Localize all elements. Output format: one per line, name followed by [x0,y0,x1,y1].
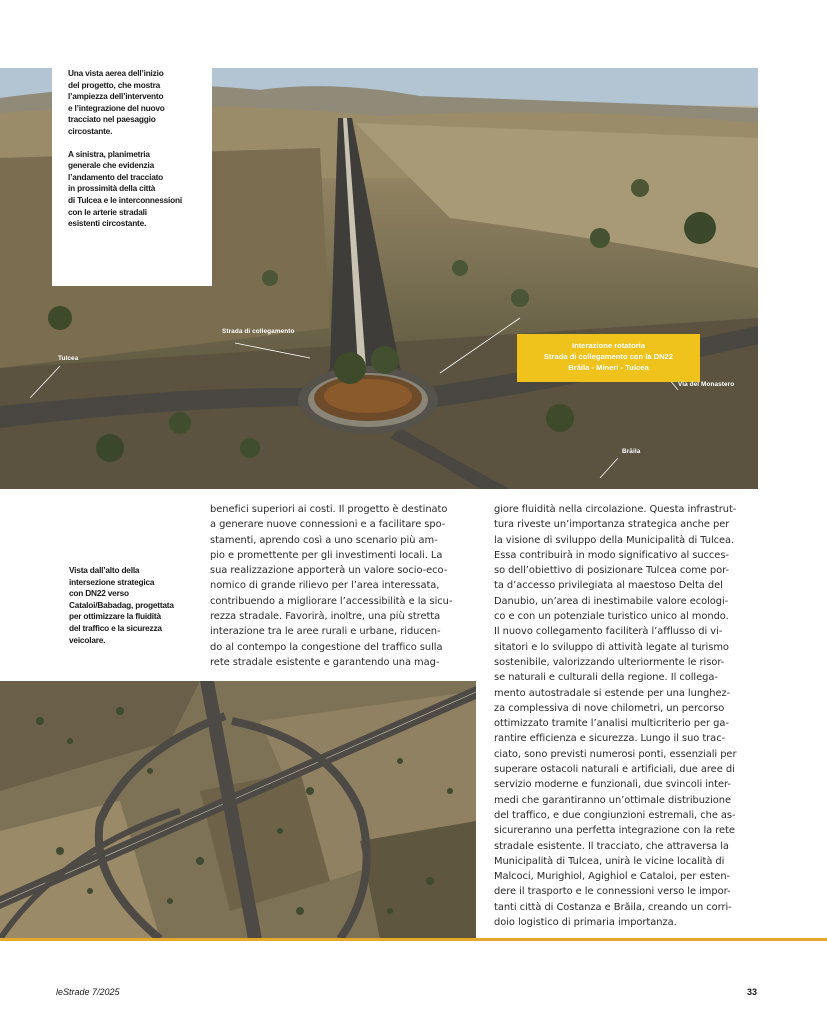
text-line: sua realizzazione apporterà un valore socio-eco- [210,565,448,577]
text-line: ciato, sono previsti numerosi ponti, essenziali per [494,748,737,760]
text-line: la visione di sviluppo della Municipalità di Tulcea. [494,534,735,546]
tag-tulcea: Tulcea [58,355,79,362]
text-line: sitatori e lo sviluppo di attività legate al turismo [494,641,729,653]
text-line: giore fluidità nella circolazione. Questa infrastrut- [494,504,737,515]
text-line: medi che garantiranno un’ottimale distribuzione [494,794,731,806]
text-line: tura riveste un’importanza strategica anche per [494,519,730,531]
text-line: Il nuovo collegamento faciliterà l’afflusso di vi- [494,626,723,638]
text-line: del traffico, e due congiunzioni estremali, che as- [494,809,736,821]
text-line: stamenti, aprendo così a uno scenario più am- [210,534,438,546]
roundabout-callout [517,334,700,382]
text-line: doio logistico di primaria importanza. [494,917,677,929]
text-line: contribuendo a migliorare l’accessibilità e la sicu- [210,595,453,607]
text-line: Danubio, un’area di inestimabile valore ecologi- [494,595,729,607]
text-line: tanti città di Costanza e Brăila, creando un corri- [494,901,732,913]
text-line: sostenibile, valorizzando ulteriormente le risor- [494,656,725,668]
intersection-caption: Vista dall’alto della intersezione strategica con DN22 verso Cataloi/Babadag, progettata per ottimizzare la fluidità del traffico e la sicurezza veicolare. [69,565,174,645]
text-line: rezza stradale. Favorirà, inoltre, una più stretta [210,611,441,623]
text-line: interazione tra le aree rurali e urbane, riducen- [210,626,441,638]
text-line: benefici superiori ai costi. Il progetto è destinato [210,504,448,515]
text-line: sicureranno una perfetta integrazione con la rete [494,825,735,837]
caption-aerial-view: Una vista aerea dell’inizio del progetto, che mostra l’ampiezza dell’intervento e l’integrazione del nuovo tracciato nel paesaggio circostante. [68,68,165,136]
footer-rule [0,938,827,941]
text-line: Essa contribuirà in modo significativo al succes- [494,549,729,561]
aerial-photo-intersection-drawing [0,681,476,939]
page-number: 33 [747,987,758,997]
text-line: superare ostacoli naturali e artificiali, due aree di [494,764,735,776]
text-line: servizio moderne e funzionali, due svincoli inter- [494,779,731,791]
top-photo-caption [52,60,212,286]
text-line: pio e promettente per gli investimenti locali. La [210,549,443,561]
text-line: do al contempo la congestione del traffico sulla [210,641,443,653]
text-line: dere il trasporto e le connessioni verso le impor- [494,886,731,898]
text-line: ottimizzato tramite l’analisi multicriterio per ga- [494,718,729,730]
roundabout-callout-line-2: Strada di collegamento con la DN22 [543,352,674,361]
text-line: Municipalità di Tulcea, unirà le vicine località di [494,855,725,867]
text-line: nomico di grande rilievo per l’area interessata, [210,580,440,592]
text-column-right [494,502,762,930]
tag-via-monastero: Via del Monastero [678,381,735,388]
text-line: mento autostradale si estende per una lunghez- [494,687,731,699]
text-line: so dell’obiettivo di posizionare Tulcea come por- [494,565,730,577]
text-line: Malcoci, Murighiol, Agighiol e Cataloi, per esten- [494,871,731,883]
text-line: rantire efficienza e sicurezza. Lungo il suo trac- [494,733,726,745]
roundabout-callout-line-3: Brăila - Mineri - Tulcea [568,363,649,372]
text-line: za complessiva di nove chilometri, un percorso [494,702,725,714]
text-column-left [210,502,477,670]
caption-planimetry: A sinistra, planimetria generale che evidenzia l’andamento del tracciato in prossimità della città di Tulcea e le interconnessioni con le arterie stradali esistenti circostante. [68,148,182,229]
tag-braila: Brăila [622,448,641,455]
roundabout-callout-line-1: Interazione rotatoria [572,341,645,350]
aerial-photo-intersection [0,681,476,939]
tag-strada-collegamento: Strada di collegamento [222,328,295,335]
magazine-issue: leStrade 7/2025 [56,987,120,997]
text-line: co e con un potenziale turistico unico al mondo. [494,611,729,623]
text-line: ta d’accesso privilegiata al maestoso Delta del [494,580,723,592]
text-line: a generare nuove connessioni e a facilitare spo- [210,519,446,531]
text-line: rete stradale esistente e garantendo una mag- [210,656,440,668]
text-line: stradale esistente. Il tracciato, che attraversa la [494,840,729,852]
text-line: se naturali e culturali della regione. Il collega- [494,672,718,684]
